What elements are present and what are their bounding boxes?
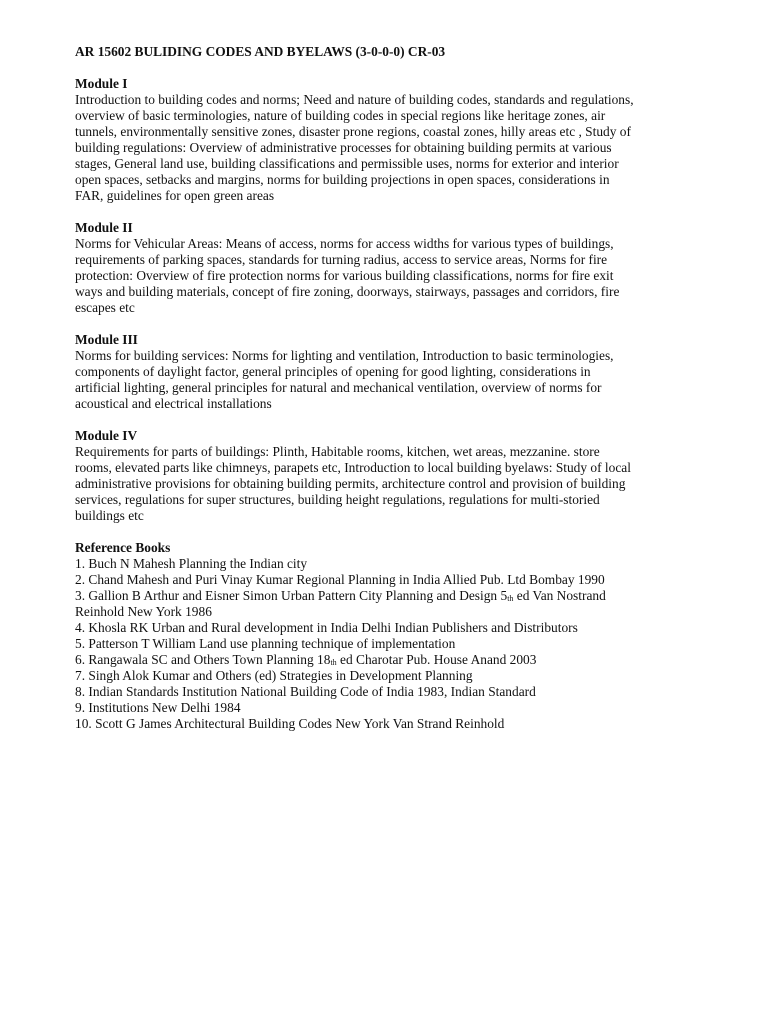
module-2-body: Norms for Vehicular Areas: Means of access, norms for access widths for various types of buildings, requirements of parking spaces, standards for turning radius, access to service areas, Norms for fire protection: Overview of fire protection norms for various building classifications, norms for fire exit ways and building materials, concept of fire zoning, doorways, stairways, passages and corridors, fire escapes etc [75, 236, 620, 315]
module-4-heading: Module IV [75, 428, 138, 443]
reference-item [75, 572, 635, 588]
module-4 [75, 428, 635, 524]
reference-item [75, 668, 635, 684]
module-3 [75, 332, 635, 412]
module-1-heading: Module I [75, 76, 128, 91]
reference-list [75, 556, 635, 732]
reference-text: 5. Patterson T William Land use planning technique of implementation [75, 636, 456, 651]
module-3-body: Norms for building services: Norms for lighting and ventilation, Introduction to basic terminologies, components of daylight factor, general principles of opening for good lighting, considerations in artificial lighting, general principles for natural and mechanical ventilation, overview of norms for acoustical and electrical installations [75, 348, 614, 411]
reference-item [75, 716, 635, 732]
reference-item [75, 588, 635, 620]
reference-item [75, 652, 635, 668]
reference-text: 8. Indian Standards Institution National Building Code of India 1983, Indian Standard [75, 684, 536, 699]
module-4-body: Requirements for parts of buildings: Plinth, Habitable rooms, kitchen, wet areas, mezzanine. store rooms, elevated parts like chimneys, parapets etc, Introduction to local building byelaws: Study of local administrative provisions for obtaining building permits, architecture control and provision of building services, regulations for super structures, building height regulations, regulations for multi-storied buildings etc [75, 444, 631, 523]
reference-text: 10. Scott G James Architectural Building Codes New York Van Strand Reinhold [75, 716, 505, 731]
reference-text: 2. Chand Mahesh and Puri Vinay Kumar Regional Planning in India Allied Pub. Ltd Bombay 1990 [75, 572, 605, 587]
reference-item [75, 636, 635, 652]
reference-item [75, 556, 635, 572]
reference-text: 3. Gallion B Arthur and Eisner Simon Urban Pattern City Planning and Design 5 [75, 588, 508, 603]
reference-text-cont: ed Van Nostrand Reinhold New York 1986 [75, 588, 606, 619]
module-3-heading: Module III [75, 332, 138, 347]
module-1 [75, 76, 635, 204]
reference-item [75, 700, 635, 716]
course-title: AR 15602 BULIDING CODES AND BYELAWS (3-0-0-0) CR-03 [75, 44, 446, 59]
document-page [75, 44, 635, 732]
ordinal-suffix: th [507, 594, 514, 603]
reference-text-cont: ed Charotar Pub. House Anand 2003 [336, 652, 537, 667]
reference-text: 1. Buch N Mahesh Planning the Indian city [75, 556, 308, 571]
module-1-body: Introduction to building codes and norms; Need and nature of building codes, standards and regulations, overview of basic terminologies, nature of building codes in special regions like heritage zones, air tunnels, environmentally sensitive zones, disaster prone regions, coastal zones, hilly areas etc , Study of building regulations: Overview of administrative processes for obtaining building permits at various stages, General land use, building classifications and permissible uses, norms for exterior and interior open spaces, setbacks and margins, norms for building projections in open spaces, considerations in FAR, guidelines for open green areas [75, 92, 634, 203]
reference-text: 6. Rangawala SC and Others Town Planning 18 [75, 652, 331, 667]
module-2 [75, 220, 635, 316]
reference-books-heading: Reference Books [75, 540, 171, 555]
reference-item [75, 684, 635, 700]
ordinal-suffix: th [330, 658, 337, 667]
reference-text: 7. Singh Alok Kumar and Others (ed) Strategies in Development Planning [75, 668, 473, 683]
reference-item [75, 620, 635, 636]
reference-text: 4. Khosla RK Urban and Rural development in India Delhi Indian Publishers and Distributors [75, 620, 578, 635]
reference-books [75, 540, 635, 732]
module-2-heading: Module II [75, 220, 133, 235]
reference-text: 9. Institutions New Delhi 1984 [75, 700, 241, 715]
